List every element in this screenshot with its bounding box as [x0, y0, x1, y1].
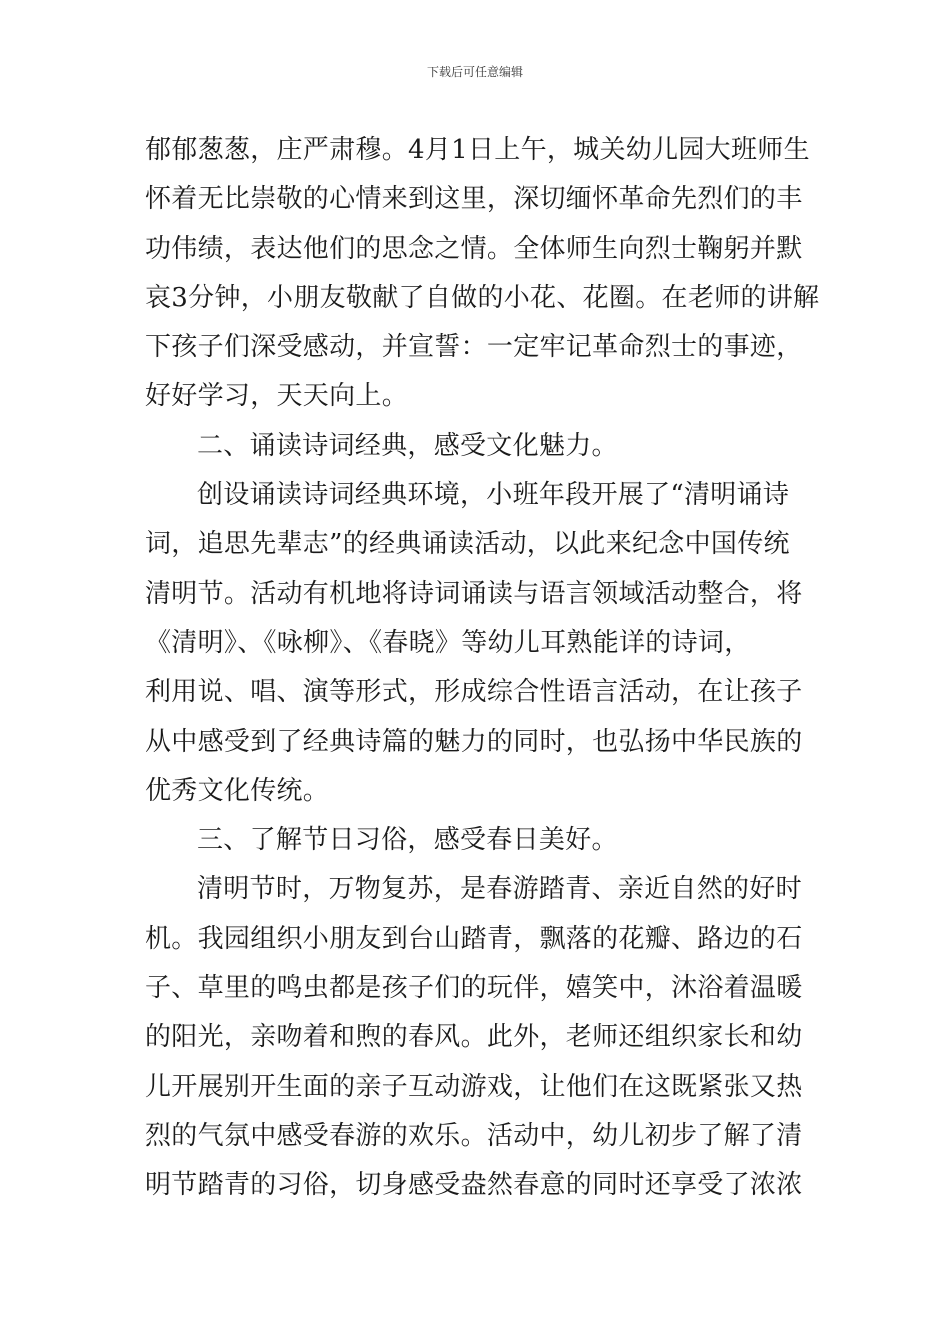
text-line: 儿开展别开生面的亲子互动游戏，让他们在这既紧张又热	[145, 1071, 803, 1102]
text-line: 郁郁葱葱，庄严肃穆。4月1日上午，城关幼儿园大班师生	[145, 135, 810, 165]
text-line: 创设诵读诗词经典环境，小班年段开展了“清明诵诗	[197, 480, 790, 511]
section-heading: 二、诵读诗词经典，感受文化魅力。	[197, 430, 618, 461]
text-line: 好好学习，天天向上。	[145, 381, 409, 412]
text-line: 烈的气氛中感受春游的欢乐。活动中，幼儿初步了解了清	[145, 1120, 803, 1151]
text-line: 利用说、唱、演等形式，形成综合性语言活动，在让孩子	[145, 677, 803, 708]
text-line: 怀着无比崇敬的心情来到这里，深切缅怀革命先烈们的丰	[145, 184, 803, 215]
text-line: 从中感受到了经典诗篇的魅力的同时，也弘扬中华民族的	[145, 726, 803, 757]
text-line: 清明节时，万物复苏，是春游踏青、亲近自然的好时	[197, 874, 802, 905]
text-line: 明节踏青的习俗，切身感受盎然春意的同时还享受了浓浓	[145, 1170, 803, 1201]
text-line: 哀3分钟，小朋友敬献了自做的小花、花圈。在老师的讲解	[145, 282, 820, 313]
text-line: 下孩子们深受感动，并宣誓：一定牢记革命烈士的事迹，	[145, 332, 803, 363]
document-body	[145, 126, 820, 1211]
text-line: 子、草里的鸣虫都是孩子们的玩伴，嬉笑中，沐浴着温暖	[145, 973, 803, 1004]
text-line: 优秀文化传统。	[145, 775, 330, 806]
text-line: 词，追思先辈志”的经典诵读活动，以此来纪念中国传统	[145, 529, 790, 560]
text-line: 的阳光，亲吻着和煦的春风。此外，老师还组织家长和幼	[145, 1022, 803, 1053]
text-line: 机。我园组织小朋友到台山踏青，飘落的花瓣、路边的石	[145, 923, 803, 954]
text-line: 清明节。活动有机地将诗词诵读与语言领域活动整合，将	[145, 578, 803, 609]
text-line: 功伟绩，表达他们的思念之情。全体师生向烈士鞠躬并默	[145, 233, 803, 264]
text-line: 《清明》、《咏柳》、《春晓》等幼儿耳熟能详的诗词，	[145, 627, 751, 658]
section-heading: 三、了解节日习俗，感受春日美好。	[197, 825, 618, 856]
page-header: 下载后可任意编辑	[426, 65, 523, 79]
